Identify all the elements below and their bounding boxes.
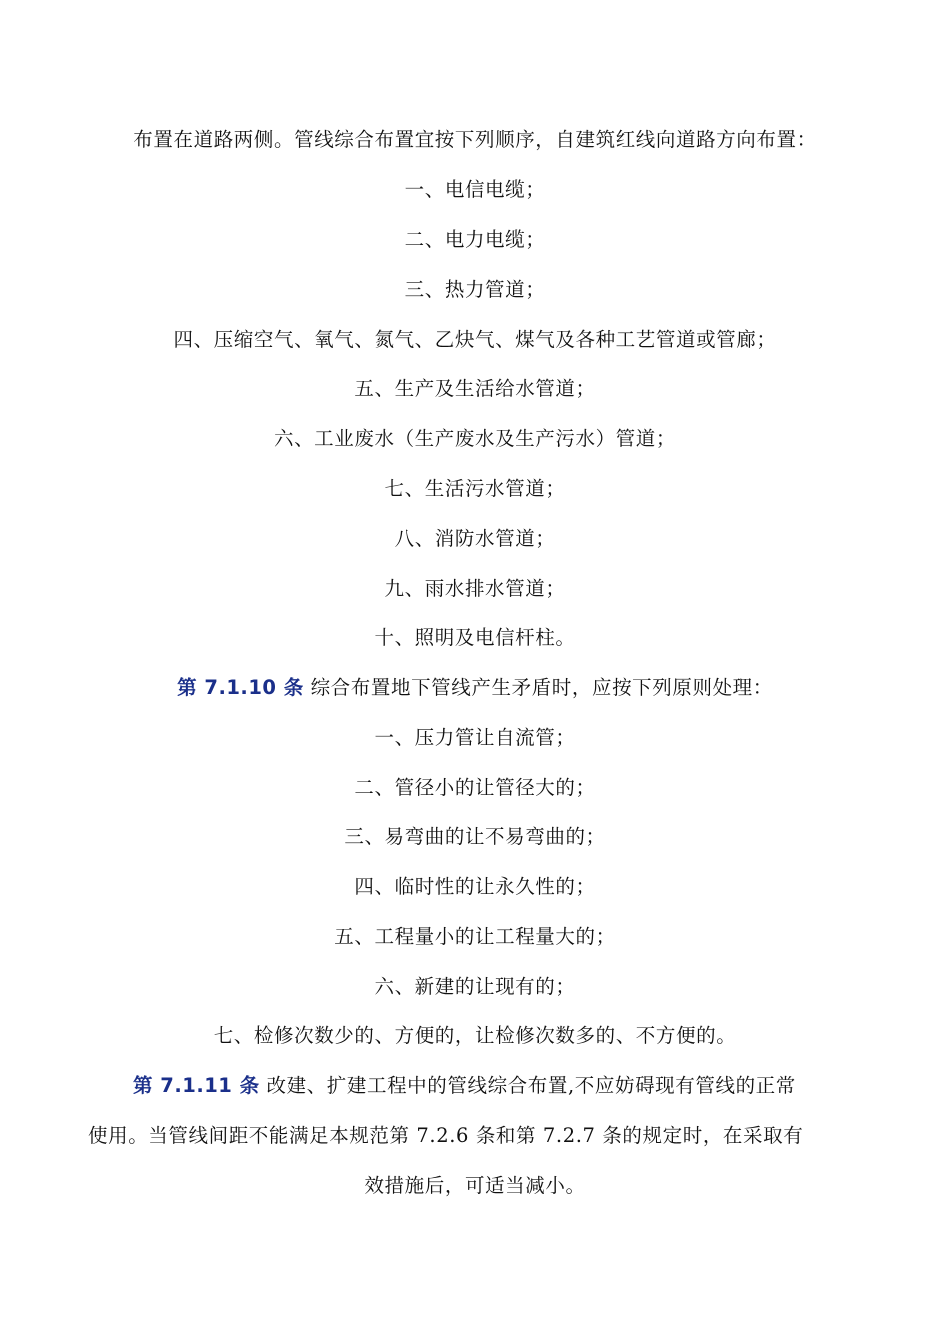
- principle-item-3: 三、易弯曲的让不易弯曲的；: [344, 825, 606, 848]
- article-7-1-11-line-3: 效措施后，可适当减小。: [364, 1174, 586, 1197]
- principle-item-7: 七、检修次数少的、方便的，让检修次数多的、不方便的。: [213, 1024, 737, 1047]
- order-item-9: 九、雨水排水管道；: [384, 577, 566, 600]
- article-7-1-10: [0, 675, 950, 701]
- article-7-1-11-line-1: [133, 1073, 893, 1099]
- article-number: 第 7.1.10 条: [177, 676, 304, 699]
- order-item-4: 四、压缩空气、氧气、氮气、乙炔气、煤气及各种工艺管道或管廊；: [173, 328, 777, 351]
- article-7-1-11-line-2: 使用。当管线间距不能满足本规范第 7.2.6 条和第 7.2.7 条的规定时，在采取有: [88, 1124, 804, 1147]
- order-item-8: 八、消防水管道；: [394, 527, 556, 550]
- order-item-3: 三、热力管道；: [404, 278, 546, 301]
- order-item-2: 二、电力电缆；: [404, 228, 546, 251]
- article-number: 第 7.1.11 条: [133, 1074, 260, 1097]
- order-item-5: 五、生产及生活给水管道；: [354, 377, 596, 400]
- article-text: 综合布置地下管线产生矛盾时，应按下列原则处理：: [310, 676, 773, 699]
- principle-item-6: 六、新建的让现有的；: [374, 975, 576, 998]
- principle-item-2: 二、管径小的让管径大的；: [354, 776, 596, 799]
- article-text: 改建、扩建工程中的管线综合布置,不应妨碍现有管线的正常: [266, 1074, 796, 1097]
- principle-item-5: 五、工程量小的让工程量大的；: [334, 925, 616, 948]
- principle-item-4: 四、临时性的让永久性的；: [354, 875, 596, 898]
- principle-item-1: 一、压力管让自流管；: [374, 726, 576, 749]
- order-item-7: 七、生活污水管道；: [384, 477, 566, 500]
- intro-paragraph: 布置在道路两侧。管线综合布置宜按下列顺序，自建筑红线向道路方向布置：: [133, 128, 817, 151]
- order-item-6: 六、工业废水（生产废水及生产污水）管道；: [273, 427, 676, 450]
- order-item-1: 一、电信电缆；: [404, 178, 546, 201]
- order-item-10: 十、照明及电信杆柱。: [374, 626, 576, 649]
